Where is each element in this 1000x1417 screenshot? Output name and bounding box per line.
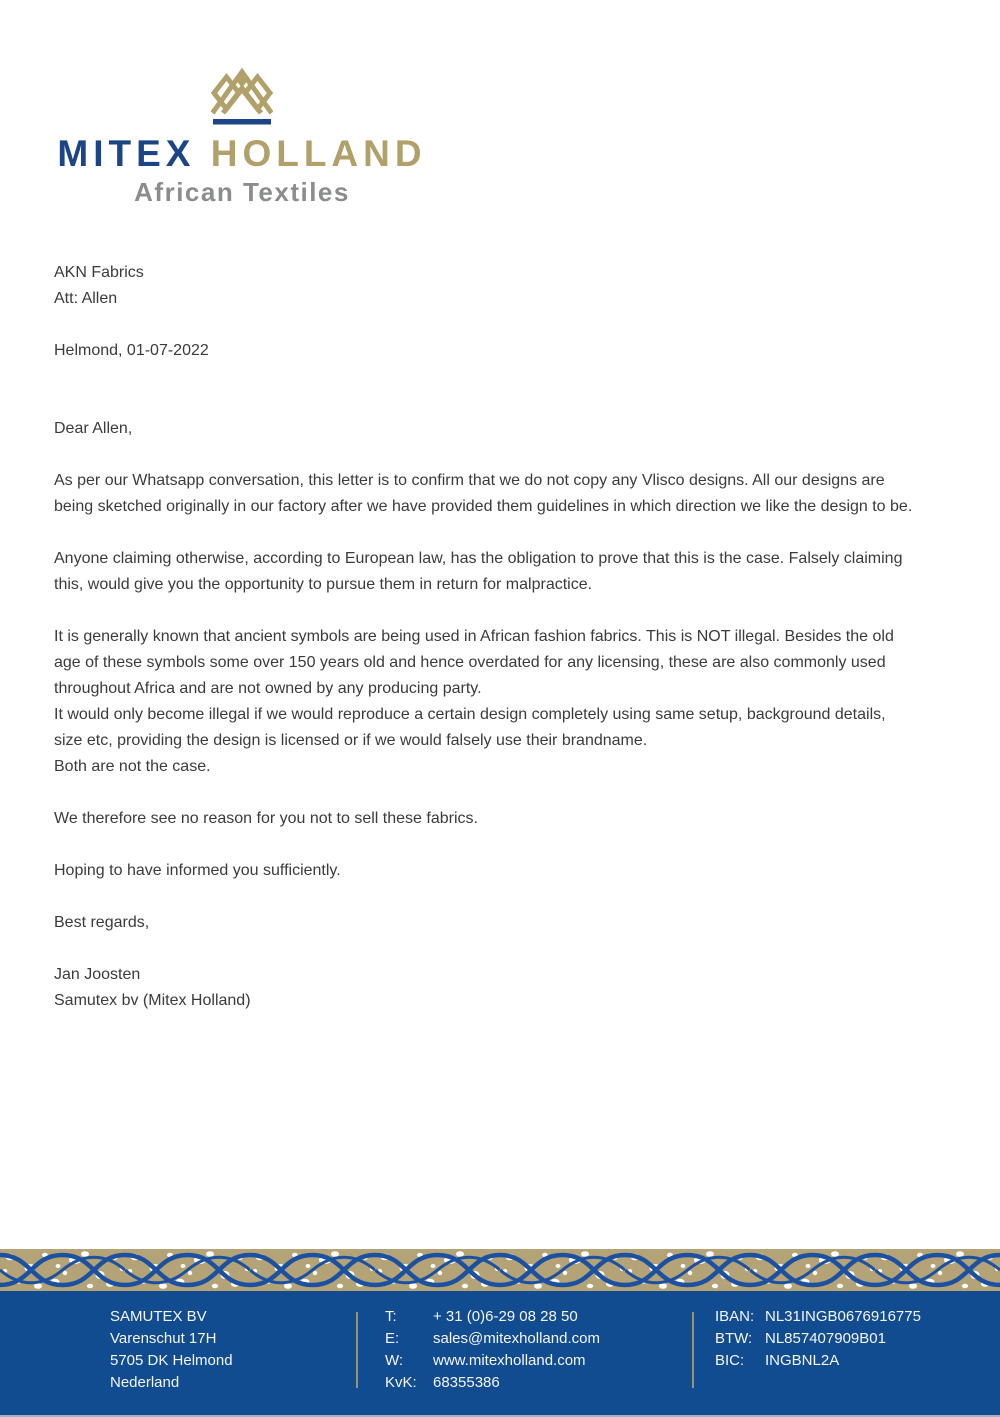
footer-divider — [692, 1312, 694, 1388]
letter-body — [54, 260, 914, 1040]
btw-label: BTW: — [715, 1330, 753, 1347]
email-label: E: — [385, 1330, 400, 1347]
footer-kvk-row — [385, 1372, 600, 1394]
footer-divider — [356, 1312, 358, 1388]
footer-website-row — [385, 1350, 600, 1372]
footer-contact-block — [385, 1306, 600, 1394]
footer-company-city: 5705 DK Helmond — [110, 1352, 233, 1369]
recipient-name: AKN Fabrics — [54, 264, 144, 281]
brand-name — [42, 134, 442, 175]
signature-company: Samutex bv (Mitex Holland) — [54, 992, 251, 1009]
footer-btw-row — [715, 1328, 921, 1350]
footer-phone-row — [385, 1306, 600, 1328]
closing: Best regards, — [54, 914, 150, 931]
textile-pattern-band — [0, 1249, 1000, 1291]
footer — [0, 1291, 1000, 1417]
footer-company-name: SAMUTEX BV — [110, 1308, 207, 1325]
body-paragraph: It is generally known that ancient symbols are being used in African fashion fabrics. This is NOT illegal. Besides the old age of these symbols some over 150 years old and hence overdated for any licensing, these are also commonly used throughout Africa and are not owned by any producing party. — [54, 628, 894, 697]
footer-company-country: Nederland — [110, 1374, 180, 1391]
brand-name-primary: MITEX — [57, 133, 196, 174]
signature-block — [54, 962, 914, 1014]
phone-value: + 31 (0)6-29 08 28 50 — [433, 1308, 578, 1325]
website-value[interactable]: www.mitexholland.com — [433, 1352, 586, 1369]
salutation: Dear Allen, — [54, 420, 133, 437]
email-value[interactable]: sales@mitexholland.com — [433, 1330, 600, 1347]
signature-name: Jan Joosten — [54, 966, 141, 983]
body-paragraph: Anyone claiming otherwise, according to European law, has the obligation to prove that this is the case. Falsely claiming this, would give you the opportunity to pursue them in return for malpractice. — [54, 550, 903, 593]
iban-value: NL31INGB0676916775 — [765, 1308, 921, 1325]
footer-company-block — [110, 1306, 233, 1394]
body-paragraph: Hoping to have informed you sufficiently. — [54, 862, 341, 879]
body-paragraph: It would only become illegal if we would reproduce a certain design completely using same setup, background details, size etc, providing the design is licensed or if we would falsely use their brandname. — [54, 706, 886, 749]
bic-value: INGBNL2A — [765, 1352, 840, 1369]
iban-label: IBAN: — [715, 1308, 755, 1325]
brand-name-secondary: HOLLAND — [210, 133, 427, 174]
dateline: Helmond, 01-07-2022 — [54, 342, 209, 359]
footer-iban-row — [715, 1306, 921, 1328]
kvk-label: KvK: — [385, 1374, 417, 1391]
footer-company-street: Varenschut 17H — [110, 1330, 217, 1347]
recipient-attention: Att: Allen — [54, 290, 118, 307]
brand-tagline: African Textiles — [134, 176, 350, 207]
crown-icon — [211, 68, 273, 130]
bic-label: BIC: — [715, 1352, 745, 1369]
website-label: W: — [385, 1352, 404, 1369]
kvk-value: 68355386 — [433, 1374, 500, 1391]
company-logo — [42, 68, 442, 208]
body-paragraph: Both are not the case. — [54, 758, 211, 775]
body-paragraph: As per our Whatsapp conversation, this letter is to confirm that we do not copy any Vlisco designs. All our designs are being sketched originally in our factory after we have provided them guidelines in which direction we like the design to be. — [54, 472, 913, 515]
footer-bic-row — [715, 1350, 921, 1372]
body-paragraph: We therefore see no reason for you not to sell these fabrics. — [54, 810, 478, 827]
recipient-block — [54, 260, 914, 312]
footer-email-row — [385, 1328, 600, 1350]
btw-value: NL857407909B01 — [765, 1330, 886, 1347]
phone-label: T: — [385, 1308, 397, 1325]
footer-bank-block — [715, 1306, 921, 1372]
